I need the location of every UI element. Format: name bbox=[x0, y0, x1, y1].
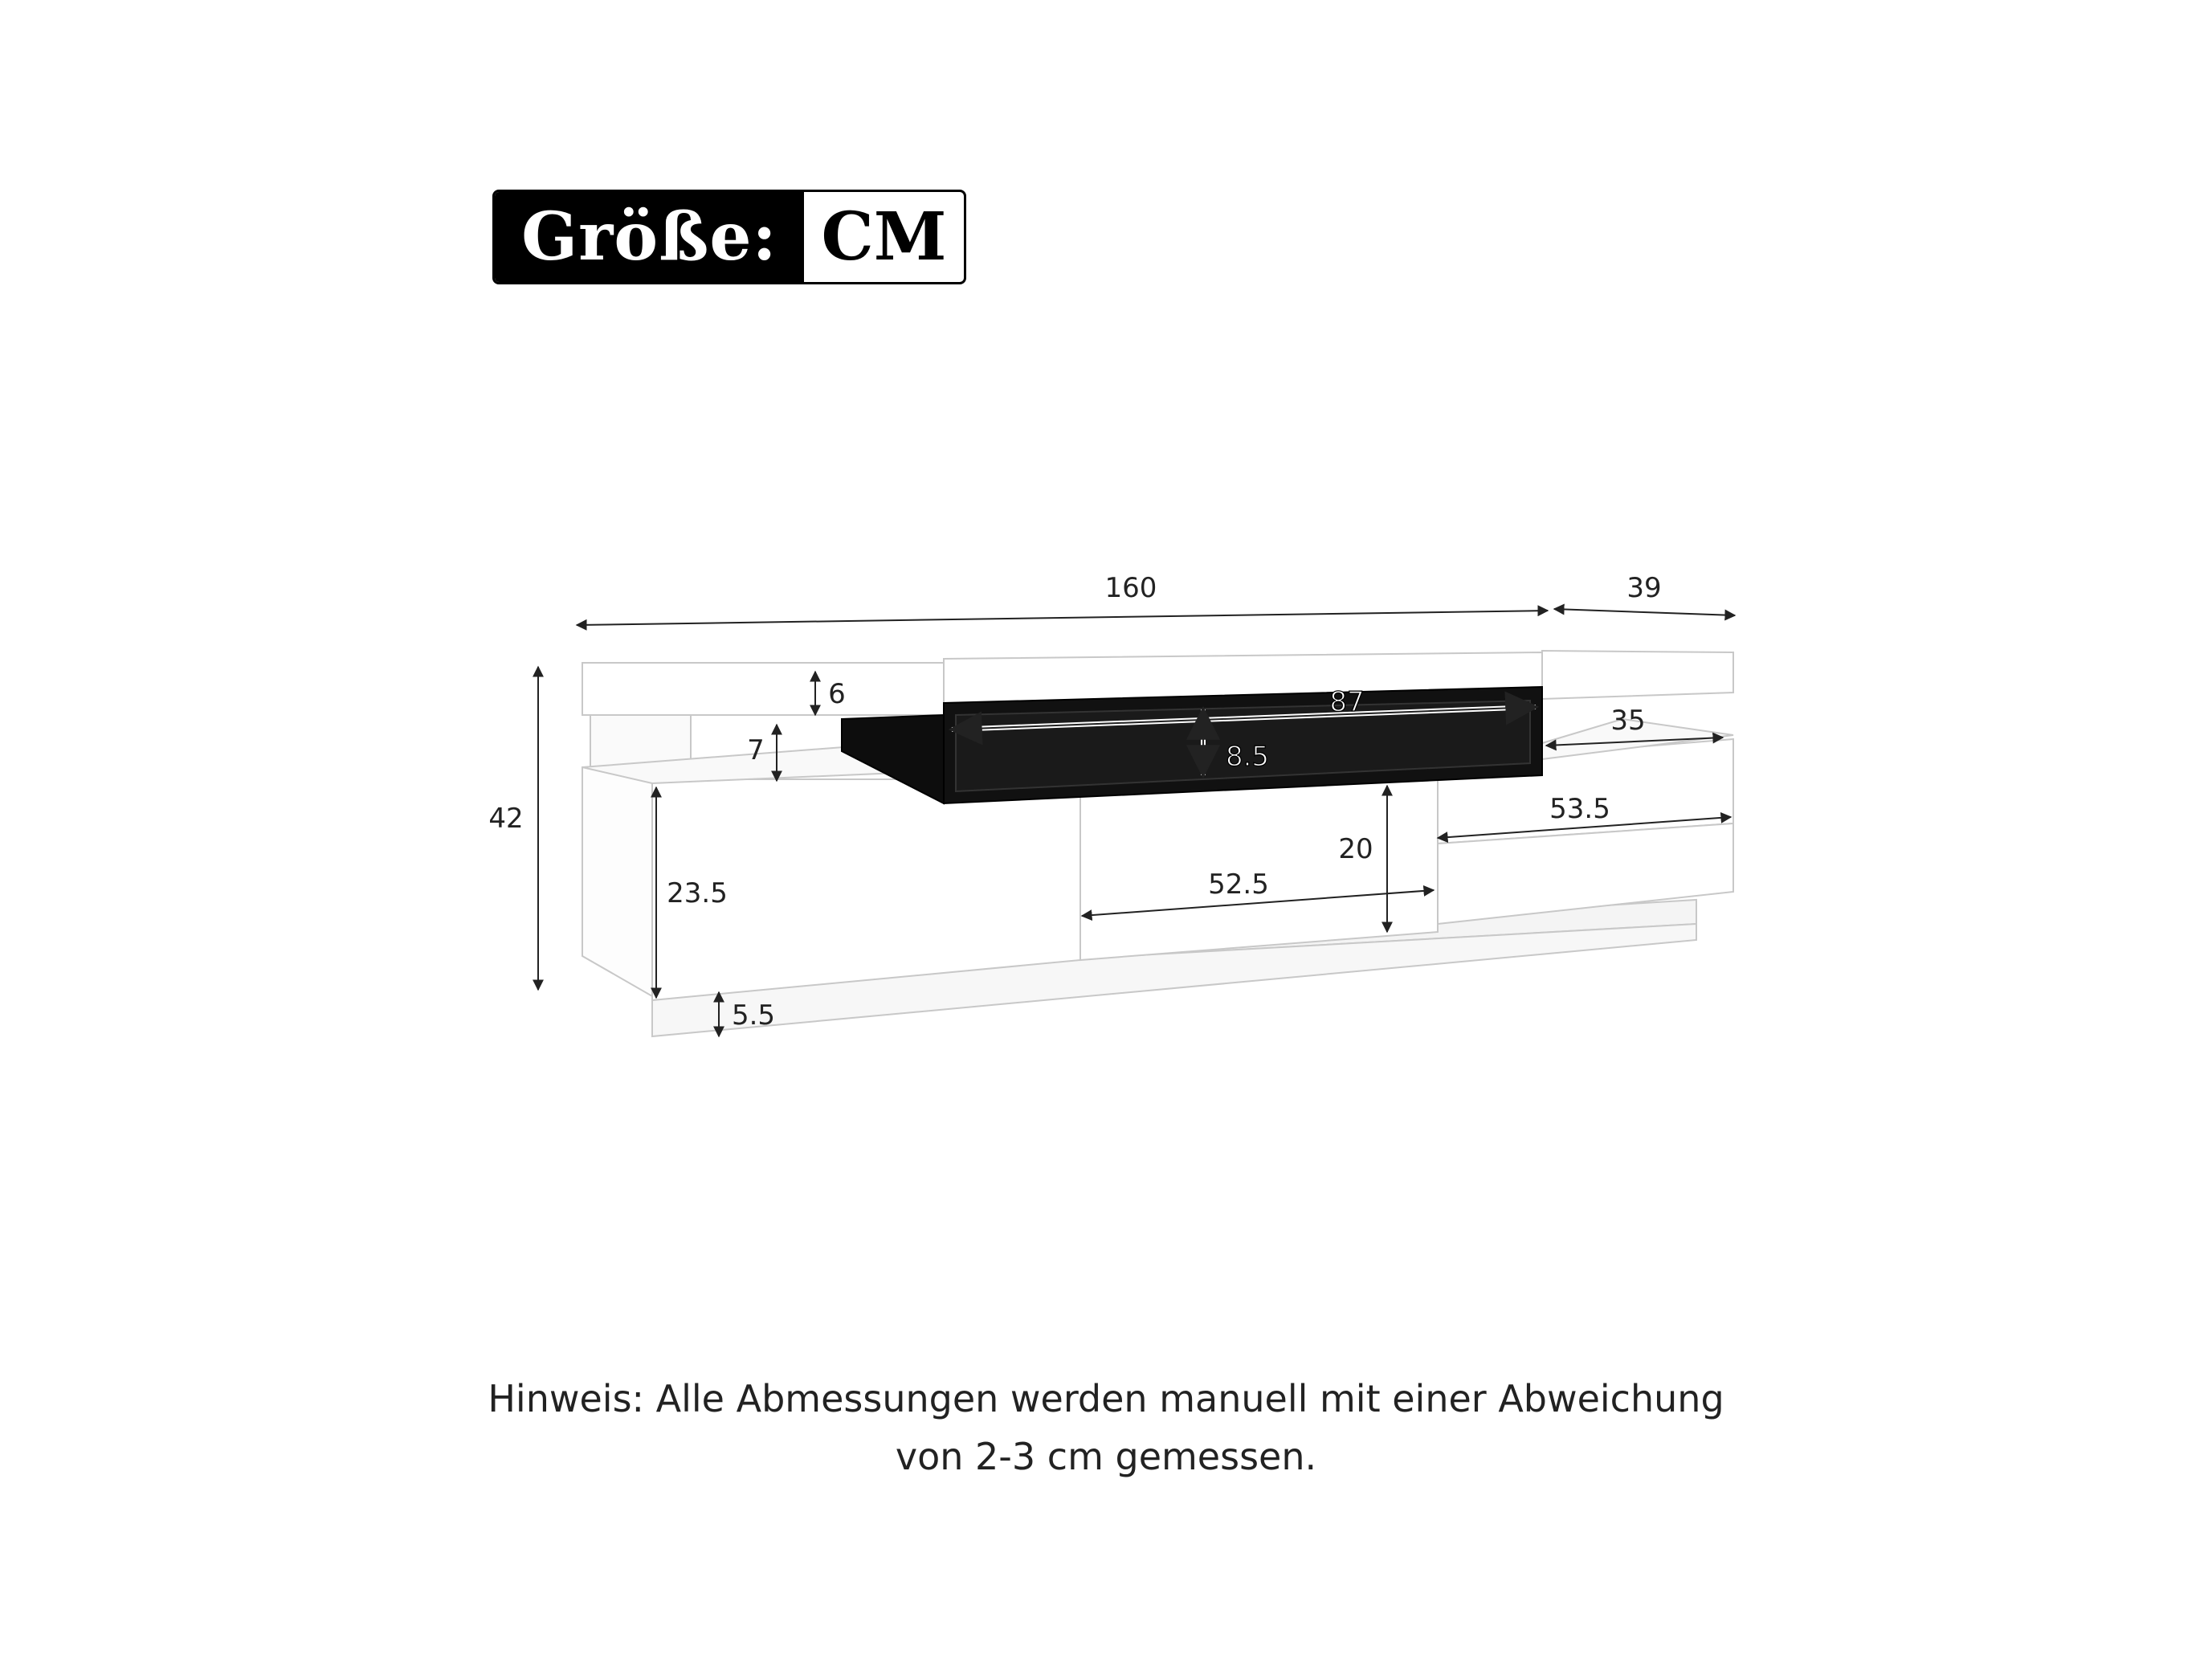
label-plinth-height: 5.5 bbox=[731, 999, 776, 1032]
label-left-door-height: 23.5 bbox=[667, 877, 728, 909]
note-line-2: von 2-3 cm gemessen. bbox=[895, 1435, 1317, 1478]
label-center-drawer-height: 20 bbox=[1338, 833, 1373, 865]
label-opening-height: 8.5 bbox=[1225, 741, 1270, 773]
tv-cabinet bbox=[582, 651, 1733, 1036]
size-label: Größe: bbox=[495, 192, 804, 282]
top-board-left bbox=[582, 663, 944, 715]
label-opening-width: 87 bbox=[1329, 686, 1365, 718]
label-center-drawer-width: 52.5 bbox=[1208, 868, 1269, 901]
label-length: 160 bbox=[1104, 572, 1157, 604]
label-depth: 39 bbox=[1626, 572, 1662, 604]
label-height: 42 bbox=[488, 803, 524, 835]
label-shelf-depth: 35 bbox=[1610, 705, 1646, 737]
top-board-right bbox=[1542, 651, 1733, 699]
unit-label: CM bbox=[821, 198, 947, 276]
label-right-drawer-width: 53.5 bbox=[1549, 793, 1610, 825]
label-gap-height: 7 bbox=[747, 734, 765, 766]
note-line-1: Hinweis: Alle Abmessungen werden manuell mit einer Abweichung bbox=[488, 1377, 1724, 1420]
label-top-thickness: 6 bbox=[828, 678, 846, 710]
